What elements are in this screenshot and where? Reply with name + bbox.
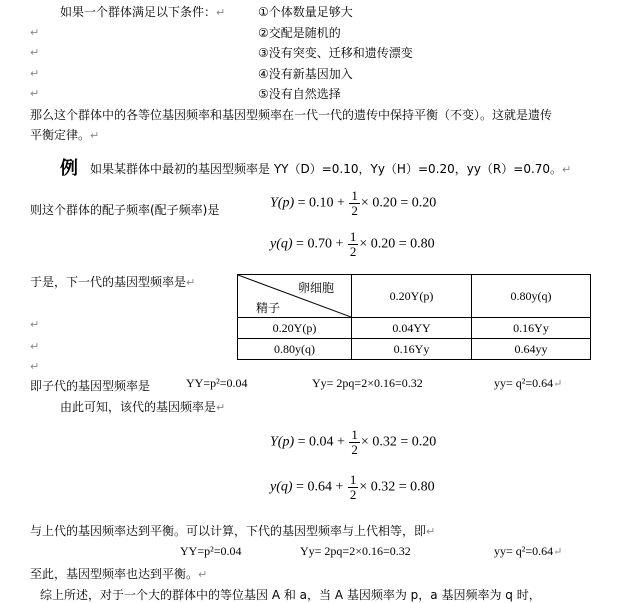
col-header: 0.80y(q)	[472, 275, 591, 318]
paragraph-mark: ↵	[30, 26, 40, 39]
condition-item: ④没有新基因加入	[258, 67, 353, 81]
condition-item: ①个体数量足够大	[258, 5, 353, 19]
table-cell: 0.16Yy	[352, 339, 472, 360]
corner-sperm-label: 精子	[256, 301, 281, 315]
offspring-YY: YY=p²=0.04	[186, 376, 248, 390]
paragraph-mark: ↵	[30, 318, 40, 331]
offspring-yy: yy= q²=0.64↵	[494, 376, 563, 390]
balance-done: 至此，基因型频率也达到平衡。↵	[30, 567, 208, 581]
table-cell: 0.64yy	[472, 339, 591, 360]
condition-item: ⑤没有自然选择	[258, 87, 341, 101]
gene-freq-equation-q: y(q) = 0.64 + $\frac{1}{2}$ × 0.32 = 0.80	[270, 472, 435, 502]
balance-yy: yy= q²=0.64↵	[494, 544, 563, 558]
summary-line: 综上所述，对于一个大的群体中的等位基因 A 和 a，当 A 基因频率为 p，a 基因频率为 q 时，	[40, 588, 541, 602]
law-text-line2: 平衡定律。↵	[30, 128, 100, 142]
balance-YY: YY=p²=0.04	[180, 544, 242, 558]
paragraph-mark: ↵	[30, 87, 40, 100]
next-gen-intro: 于是，下一代的基因型频率是↵	[30, 275, 196, 289]
gene-freq-intro: 由此可知，该代的基因频率是↵	[60, 400, 226, 414]
paragraph-mark: ↵	[30, 340, 40, 353]
genotype-table	[237, 274, 591, 360]
gamete-intro: 则这个群体的配子频率(配子频率)是	[30, 203, 220, 217]
col-header: 0.20Y(p)	[352, 275, 472, 318]
condition-item: ③没有突变、迁移和遗传漂变	[258, 46, 413, 60]
corner-egg-label: 卵细胞	[298, 281, 335, 295]
diagonal-line	[238, 275, 351, 317]
balance-Yy: Yy= 2pq=2×0.16=0.32	[300, 544, 411, 558]
table-cell: 0.04YY	[352, 318, 472, 339]
balance-line: 与上代的基因频率达到平衡。可以计算，下代的基因型频率与上代相等，即↵	[30, 524, 436, 538]
example-text: 如果某群体中最初的基因型频率是 YY（D）=0.10，Yy（H）=0.20，yy（R）=0.70。↵	[90, 162, 572, 176]
paragraph-mark: ↵	[30, 67, 40, 80]
example-label: 例	[60, 158, 78, 179]
offspring-label: 即子代的基因型频率是	[30, 379, 151, 393]
law-text-line1: 那么这个群体中的各等位基因频率和基因型频率在一代一代的遗传中保持平衡（不变）。这就是遗传	[30, 108, 553, 122]
condition-item: ②交配是随机的	[258, 26, 341, 40]
paragraph-mark: ↵	[30, 360, 40, 373]
gamete-equation-q: y(q) = 0.70 + $\frac{1}{2}$ × 0.20 = 0.80	[270, 229, 435, 259]
gamete-equation-p: Y(p) = 0.10 + $\frac{1}{2}$ × 0.20 = 0.20	[270, 188, 437, 218]
table-corner	[238, 275, 352, 318]
row-header: 0.80y(q)	[238, 339, 352, 360]
row-header: 0.20Y(p)	[238, 318, 352, 339]
paragraph-mark: ↵	[30, 46, 40, 59]
conditions-lead: 如果一个群体满足以下条件：↵	[60, 5, 226, 19]
gene-freq-equation-p: Y(p) = 0.04 + $\frac{1}{2}$ × 0.32 = 0.20	[270, 427, 437, 457]
offspring-Yy: Yy= 2pq=2×0.16=0.32	[312, 376, 423, 390]
table-cell: 0.16Yy	[472, 318, 591, 339]
